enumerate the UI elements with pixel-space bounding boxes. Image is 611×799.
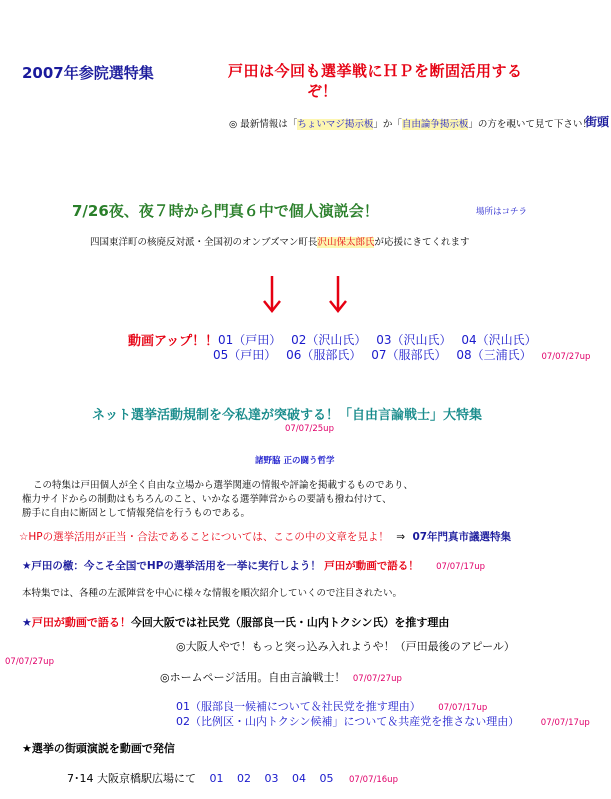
osaka-video-label: 戸田が動画で語る！: [31, 616, 131, 629]
philosophy-link[interactable]: 諸野脇 正の闘う哲学: [255, 456, 335, 466]
choimaji-board-link[interactable]: ちょいマジ掲示板: [297, 119, 374, 130]
shout-date: 07/07/17up: [436, 562, 486, 572]
hp-usage-link[interactable]: ◎ホームページ活用。自由言論戦士！: [160, 671, 346, 684]
video-row2: [213, 346, 590, 363]
video-link-03[interactable]: 03（沢山氏）: [376, 333, 452, 347]
video-link-02[interactable]: 02（沢山氏）: [291, 333, 367, 347]
video-link-06[interactable]: 06（服部氏）: [286, 348, 362, 362]
final-appeal-date: 07/07/27up: [5, 657, 54, 667]
video-update-date: 07/07/27up: [541, 352, 591, 362]
latest-suffix: 」の方を覗いて見て下さい！: [468, 119, 592, 130]
feature-body-line3: 勝手に自由に断固として情報発信を行うものである。: [22, 508, 251, 519]
street-video-01[interactable]: 01: [209, 772, 224, 785]
page-title: 2007年参院選特集: [22, 64, 154, 82]
speech-desc-suffix: が応援にきてくれます: [374, 237, 470, 248]
hp-line: [160, 669, 402, 685]
speech-desc-prefix: 四国東洋町の核廃反対派・全国初のオンブズマン町長: [90, 237, 318, 248]
feature-date: 07/07/25up: [285, 424, 334, 434]
feature-body-line1: この特集は戸田個人が全く自由な立場から選挙関連の情報や評論を掲載するものであり、: [33, 480, 414, 491]
video-link-07[interactable]: 07（服部氏）: [371, 348, 447, 362]
sawayama-highlight: 沢山保太郎氏: [317, 237, 375, 248]
kadoma-election-link[interactable]: 07年門真市議選特集: [412, 531, 512, 543]
jiyuronso-board-link[interactable]: 自由論争掲示板: [401, 119, 469, 130]
shout-line: [22, 558, 485, 573]
headline-line1: 戸田は今回も選挙戦にＨＰを断固活用する: [228, 62, 523, 80]
candidate-item2: [176, 713, 590, 729]
street-link-cut[interactable]: 街頭: [585, 115, 610, 129]
shout-video-label: 戸田が動画で語る！: [324, 560, 419, 572]
video-link-01[interactable]: 01（戸田）: [218, 333, 282, 347]
latest-prefix: ◎ 最新情報は「: [229, 119, 298, 130]
star-icon: ★: [22, 616, 32, 629]
final-appeal-link[interactable]: ◎大阪人やで！もっと突っ込み入れようや！（戸田最後のアピール）: [176, 640, 515, 653]
hattori-link[interactable]: 01（服部良一候補について＆社民党を推す理由）: [176, 700, 421, 713]
down-arrow-icon: [262, 274, 282, 314]
arrow-right-icon: ⇒: [396, 531, 406, 543]
notice-text: 本特集では、各種の左派陣営を中心に様々な情報を順次紹介していくので注目されたい。: [22, 588, 403, 599]
osaka-line: [22, 614, 449, 630]
hattori-date: 07/07/17up: [438, 703, 488, 713]
video-link-04[interactable]: 04（沢山氏）: [461, 333, 537, 347]
video-up-label: 動画アップ！！: [128, 334, 219, 349]
headline-line2: ぞ！: [307, 82, 338, 100]
yamauchi-date: 07/07/17up: [540, 718, 590, 728]
osaka-reason-text: 今回大阪では社民党（服部良一氏・山内トクシン氏）を推す理由: [130, 616, 450, 629]
video-link-08[interactable]: 08（三浦氏）: [456, 348, 532, 362]
street-date: 07/07/16up: [349, 775, 398, 785]
hp-usage-date: 07/07/27up: [352, 674, 402, 684]
legal-line: [19, 529, 511, 544]
street-video-05[interactable]: 05: [319, 772, 334, 785]
street-speech-title: ★選挙の街頭演説を動画で発信: [22, 742, 175, 755]
feature-body-line2: 権力サイドからの制動はもちろんのこと、いかなる選挙陣営からの要請も撥ね付けて、: [22, 494, 392, 505]
legal-text-link[interactable]: ☆HPの選挙活用が正当・合法であることについては、ここの中の文章を見よ！: [19, 531, 389, 543]
candidate-item1: [176, 698, 487, 714]
place-link[interactable]: 場所はコチラ: [476, 207, 528, 217]
video-link-05[interactable]: 05（戸田）: [213, 348, 277, 362]
street-speech-label: 7･14 大阪京橋駅広場にて: [67, 772, 196, 785]
shout-link[interactable]: ★戸田の檄：今こそ全国でHPの選挙活用を一挙に実行しよう！: [22, 560, 321, 572]
down-arrow-icon: [328, 274, 348, 314]
street-video-02[interactable]: 02: [237, 772, 251, 785]
speech-title: 7/26夜、夜７時から門真６中で個人演説会！: [72, 202, 379, 220]
latest-mid: 」か「: [373, 119, 402, 130]
feature-title: ネット選挙活動規制を今私達が突破する！「自由言論戦士」大特集: [92, 408, 483, 423]
speech-description: [90, 234, 469, 248]
yamauchi-link[interactable]: 02（比例区・山内トクシン候補」について＆共産党を推さない理由）: [176, 715, 520, 728]
street-video-03[interactable]: 03: [264, 772, 279, 785]
street-video-04[interactable]: 04: [292, 772, 306, 785]
latest-info-line: [229, 116, 592, 130]
street-speech-line: [67, 770, 398, 786]
